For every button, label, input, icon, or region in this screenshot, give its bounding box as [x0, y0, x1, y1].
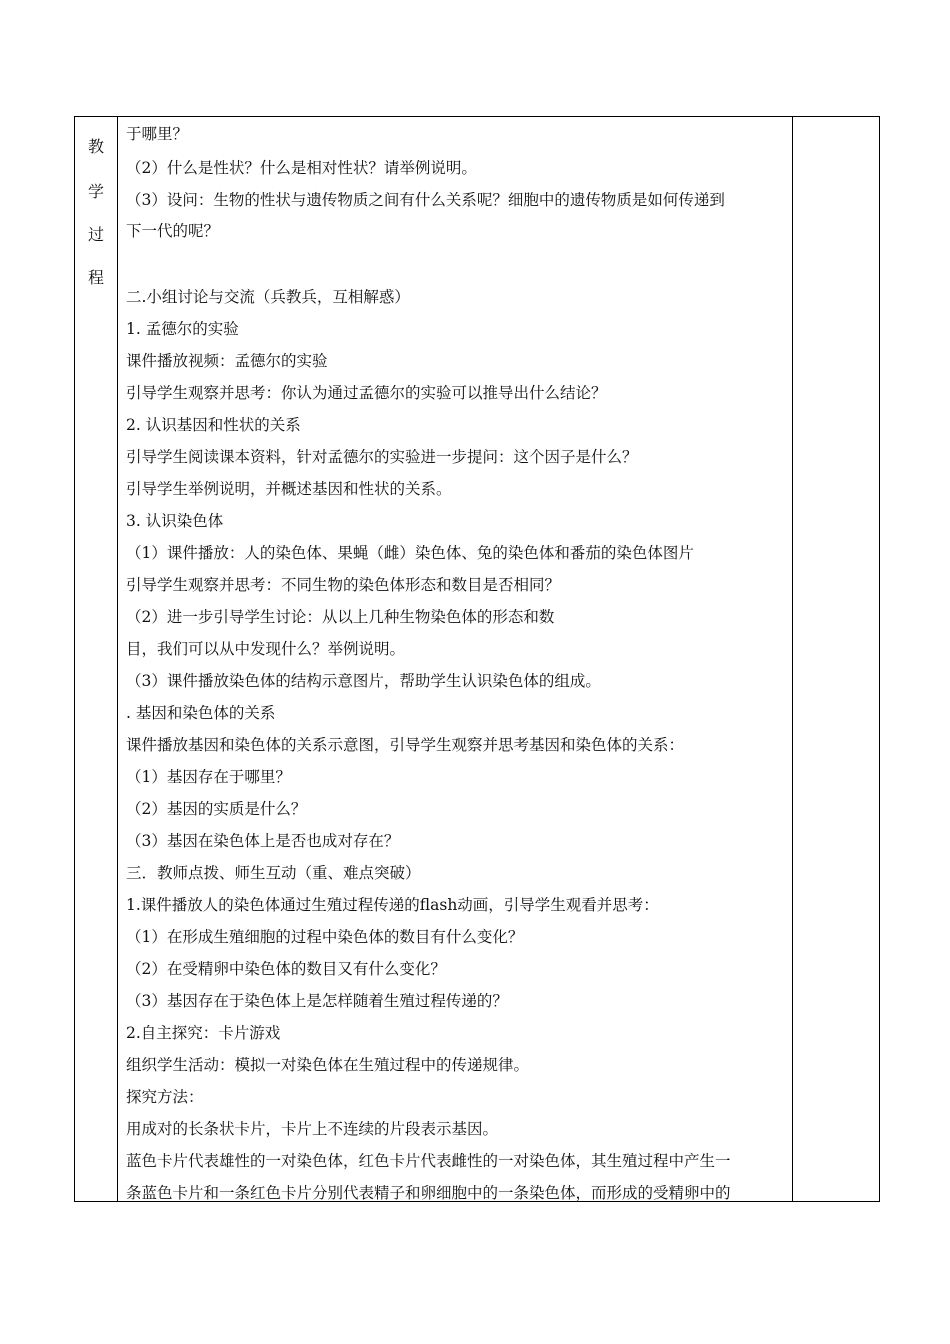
- text-line: （2）基因的实质是什么？: [126, 800, 307, 818]
- text-line: （2）进一步引导学生讨论：从以上几种生物染色体的形态和数: [126, 608, 555, 626]
- section-label-char: 程: [87, 268, 104, 287]
- text-line: 目，我们可以从中发现什么？举例说明。: [126, 640, 406, 658]
- text-line: 引导学生阅读课本资料，针对孟德尔的实验进一步提问：这个因子是什么？: [126, 448, 638, 466]
- text-line: 下一代的呢？: [126, 222, 220, 240]
- text-line: 蓝色卡片代表雄性的一对染色体，红色卡片代表雌性的一对染色体，其生殖过程中产生一: [126, 1152, 731, 1170]
- text-line: 2.自主探究：卡片游戏: [126, 1024, 281, 1042]
- text-line: . 基因和染色体的关系: [126, 704, 276, 722]
- section-label-char: 学: [87, 182, 104, 201]
- text-line: 课件播放视频：孟德尔的实验: [126, 352, 328, 370]
- text-line: 1. 孟德尔的实验: [126, 320, 239, 338]
- text-line: （3）基因在染色体上是否也成对存在？: [126, 832, 400, 850]
- text-line: （1）基因存在于哪里？: [126, 768, 291, 786]
- text-line: 于哪里？: [126, 125, 189, 143]
- text-line: （3）基因存在于染色体上是怎样随着生殖过程传递的？: [126, 992, 508, 1010]
- text-line: 组织学生活动：模拟一对染色体在生殖过程中的传递规律。: [126, 1056, 530, 1074]
- section-label-char: 过: [87, 225, 104, 244]
- text-line: （2）什么是性状？什么是相对性状？请举例说明。: [126, 159, 477, 177]
- section-label-char: 教: [87, 137, 104, 156]
- text-line: 三．教师点拨、师生互动（重、难点突破）: [126, 864, 421, 882]
- text-line: （1）课件播放：人的染色体、果蝇（雌）染色体、兔的染色体和番茄的染色体图片: [126, 544, 694, 562]
- text-line: 引导学生举例说明，并概述基因和性状的关系。: [126, 480, 452, 498]
- text-line: 用成对的长条状卡片，卡片上不连续的片段表示基因。: [126, 1120, 499, 1138]
- column-divider-right: [792, 117, 793, 1201]
- text-line: 探究方法：: [126, 1088, 204, 1106]
- text-line: 课件播放基因和染色体的关系示意图，引导学生观察并思考基因和染色体的关系：: [126, 736, 685, 754]
- text-line: （1）在形成生殖细胞的过程中染色体的数目有什么变化？: [126, 928, 524, 946]
- lesson-table: [74, 116, 880, 1202]
- text-line: 二.小组讨论与交流（兵教兵，互相解惑）: [126, 288, 410, 306]
- text-line: （2）在受精卵中染色体的数目又有什么变化？: [126, 960, 446, 978]
- text-line: （3）设问：生物的性状与遗传物质之间有什么关系呢？细胞中的遗传物质是如何传递到: [126, 191, 725, 209]
- text-line: 引导学生观察并思考：你认为通过孟德尔的实验可以推导出什么结论？: [126, 384, 607, 402]
- column-divider-left: [117, 117, 118, 1201]
- text-line: 引导学生观察并思考：不同生物的染色体形态和数目是否相同？: [126, 576, 561, 594]
- text-line: 2. 认识基因和性状的关系: [126, 416, 301, 434]
- text-line: 1.课件播放人的染色体通过生殖过程传递的flash动画，引导学生观看并思考：: [126, 896, 659, 914]
- text-line: 3. 认识染色体: [126, 512, 224, 530]
- text-line: （3）课件播放染色体的结构示意图片，帮助学生认识染色体的组成。: [126, 672, 601, 690]
- text-line: 条蓝色卡片和一条红色卡片分别代表精子和卵细胞中的一条染色体，而形成的受精卵中的: [126, 1184, 731, 1202]
